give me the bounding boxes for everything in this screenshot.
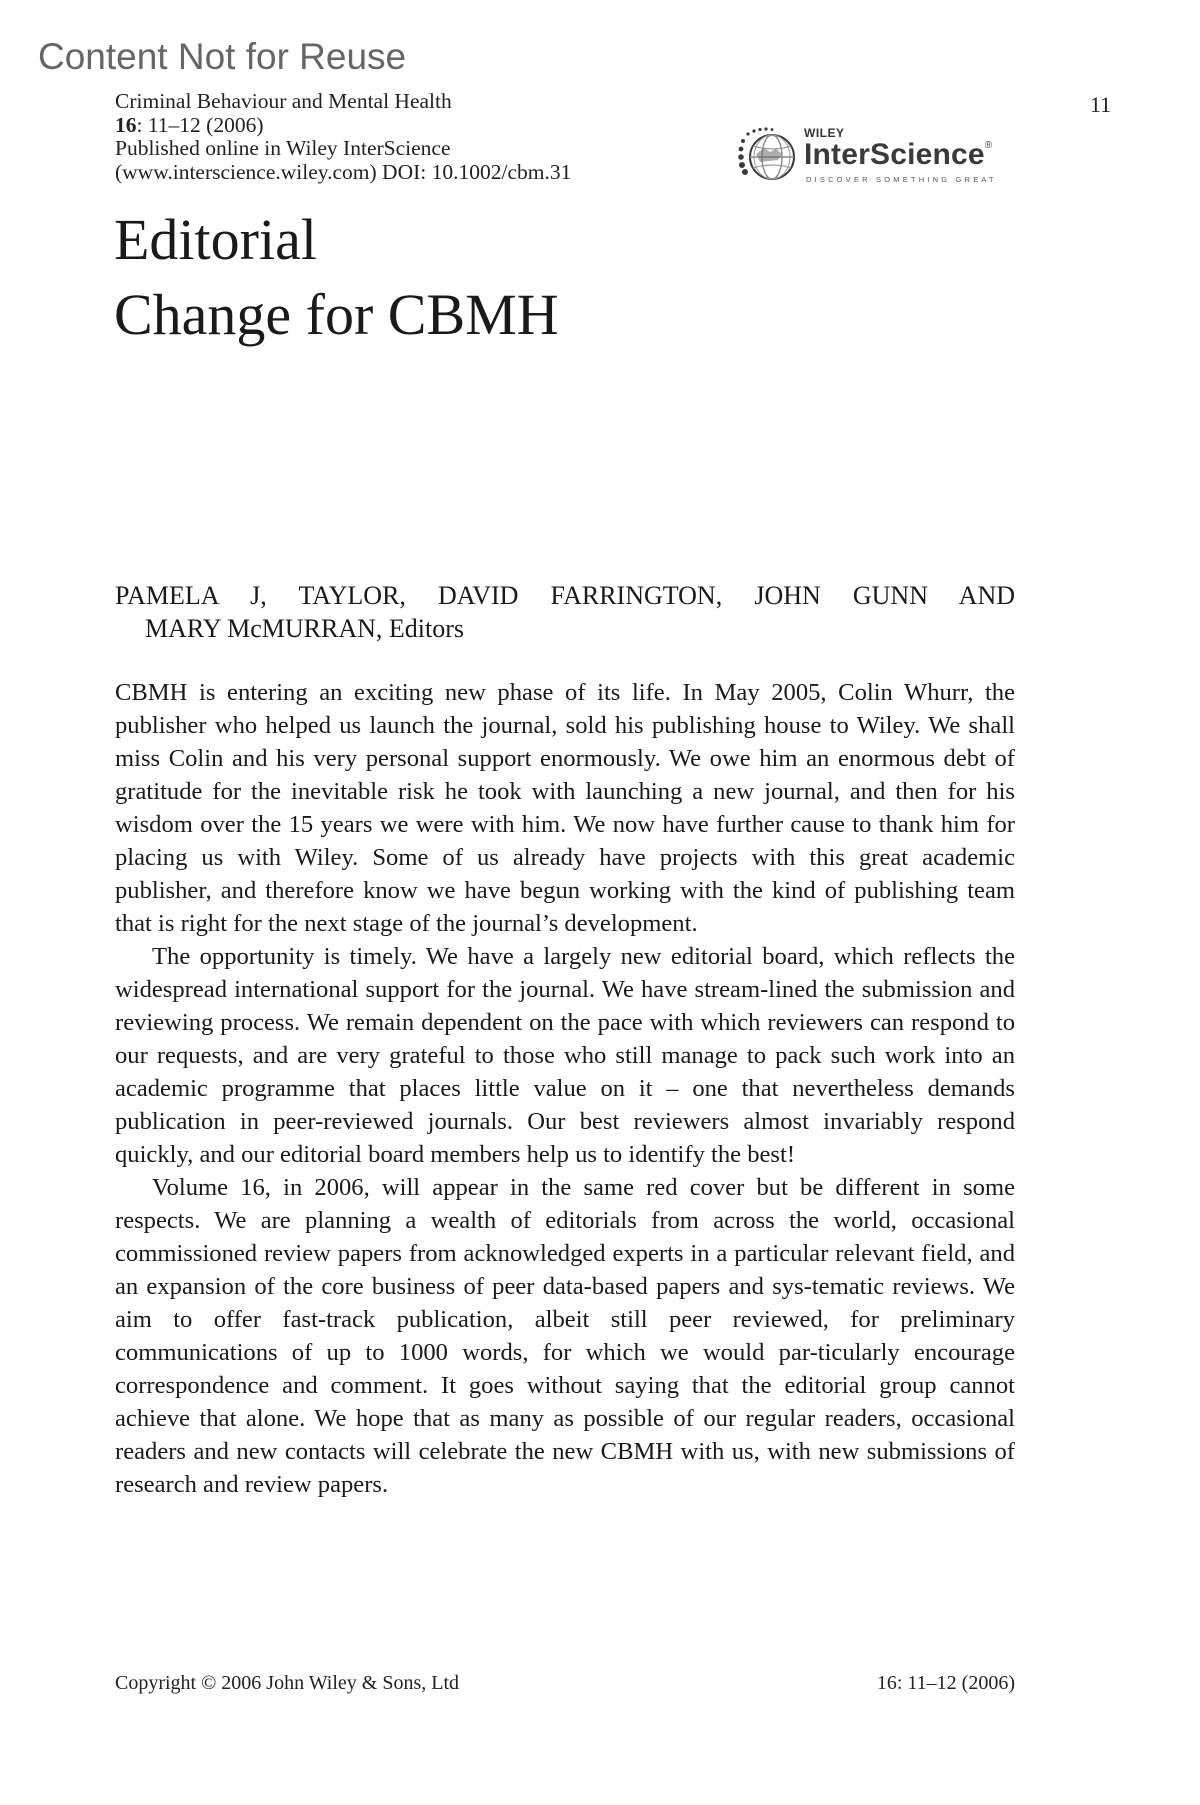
authors-line-1: PAMELA J, TAYLOR, DAVID FARRINGTON, JOHN GUNN AND <box>115 581 1015 610</box>
wiley-wordmark: WILEY <box>804 126 845 140</box>
citation-footer: 16: 11–12 (2006) <box>876 1672 1015 1694</box>
doi-line: (www.interscience.wiley.com) DOI: 10.1002/cbm.31 <box>115 159 572 184</box>
body-paragraph-3: Volume 16, in 2006, will appear in the same red cover but be different in some respects. We are planning a wealth of editorials from across the world, occasional commissioned review papers from acknowledged experts in a particular relevant field, and an expansion of the core business of peer data-based papers and sys-tematic reviews. We aim to offer fast-track publication, albeit still peer reviewed, for preliminary communications of up to 1000 words, for which we would par-ticularly encourage correspondence and comment. It goes without saying that the editorial group cannot achieve that alone. We hope that as many as possible of our regular readers, occasional readers and new contacts will celebrate the new CBMH with us, with new submissions of research and review papers. <box>115 1174 1015 1498</box>
article-body <box>115 676 1015 1501</box>
article-title <box>114 202 559 352</box>
volume-number: 16 <box>115 112 137 137</box>
journal-name: Criminal Behaviour and Mental Health <box>115 89 452 113</box>
registered-mark: ® <box>984 140 993 151</box>
copyright-footer: Copyright © 2006 John Wiley & Sons, Ltd <box>115 1672 460 1694</box>
brand-text: InterScience <box>804 138 985 171</box>
body-paragraph-2: The opportunity is timely. We have a largely new editorial board, which reflects the widespread international support for the journal. We have stream-lined the submission and reviewing process. We remain dependent on the pace with which reviewers can respond to our requests, and are very grateful to those who still manage to pack such work into an academic programme that places little value on it – one that nevertheless demands publication in peer-reviewed journals. Our best reviewers almost invariably respond quickly, and our editorial board members help us to identify the best! <box>115 943 1015 1168</box>
running-head <box>115 90 571 184</box>
title-line-2: Change for CBMH <box>114 282 559 347</box>
wiley-interscience-logo <box>738 122 1018 194</box>
page-number: 11 <box>1090 92 1112 117</box>
volume-line <box>115 114 571 138</box>
logo-tagline: DISCOVER SOMETHING GREAT <box>806 175 997 184</box>
pages-year: : 11–12 (2006) <box>136 112 264 137</box>
authors-line-2: MARY McMURRAN, Editors <box>145 614 465 643</box>
globe-icon <box>738 126 800 188</box>
watermark: Content Not for Reuse <box>38 36 407 77</box>
interscience-wordmark <box>804 138 992 172</box>
body-paragraph-1: CBMH is entering an exciting new phase of its life. In May 2005, Colin Whurr, the publisher who helped us launch the journal, sold his publishing house to Wiley. We shall miss Colin and his very personal support enormously. We owe him an enormous debt of gratitude for the inevitable risk he took with launching a new journal, and then for his wisdom over the 15 years we were with him. We now have further cause to thank him for placing us with Wiley. Some of us already have projects with this great academic publisher, and therefore know we have begun working with the kind of publishing team that is right for the next stage of the journal’s development. <box>115 679 1015 937</box>
title-line-1: Editorial <box>114 207 317 272</box>
published-line: Published online in Wiley InterScience <box>115 136 451 160</box>
